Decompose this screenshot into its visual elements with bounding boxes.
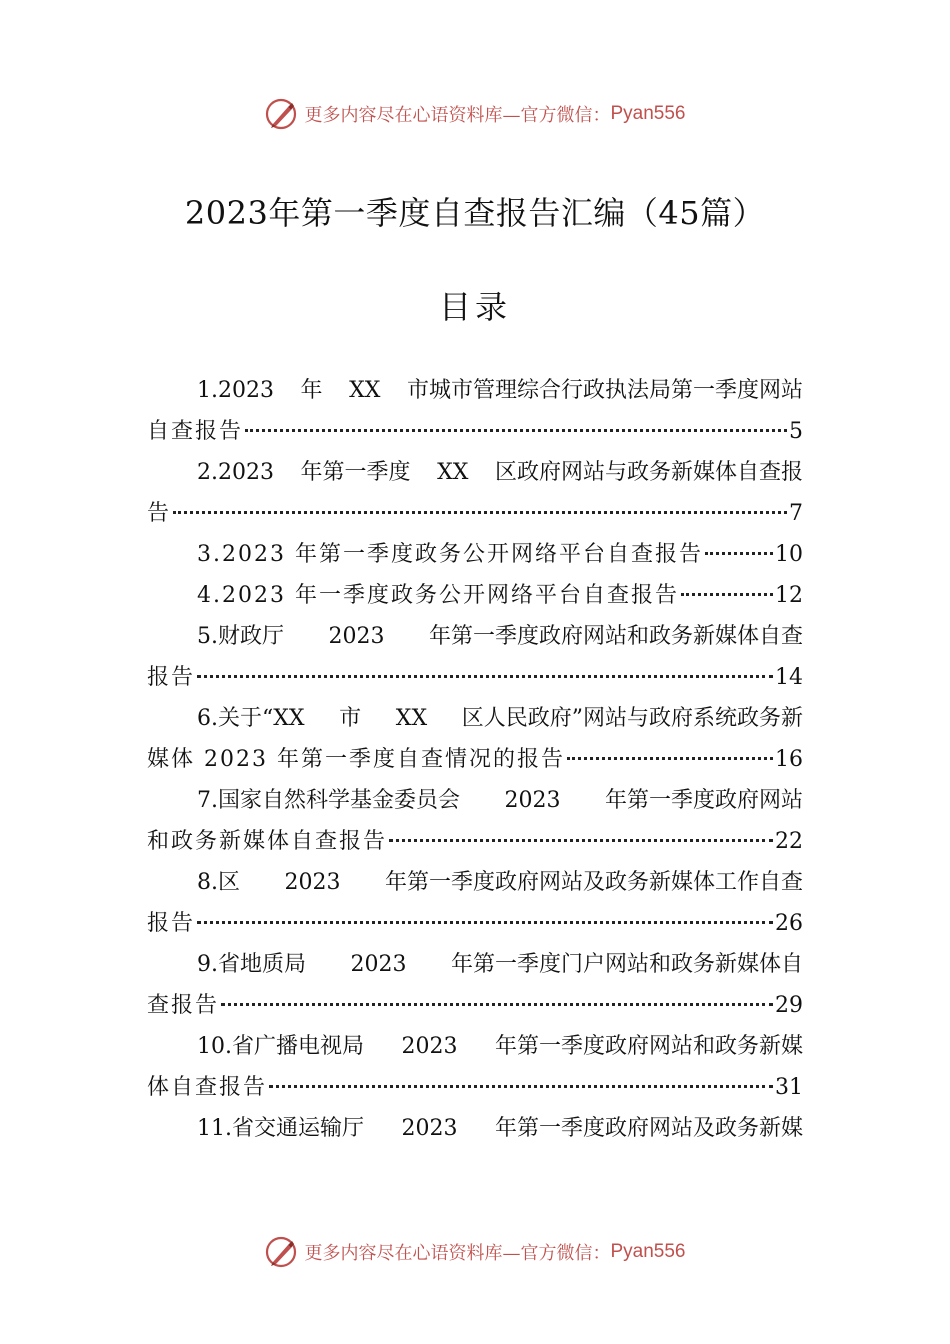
page-number: 12 bbox=[775, 583, 803, 608]
wechat-id: Pyan556 bbox=[610, 103, 686, 124]
watermark-text: 更多内容尽在心语资料库—官方微信： bbox=[304, 105, 611, 126]
toc-entry-11-line1[interactable]: 11.省交通运输厅 2023 年第一季度政府网站及政务新媒 bbox=[197, 1116, 803, 1141]
toc-entry-1-line2[interactable]: 自查报告 5 bbox=[147, 411, 803, 452]
page-number: 26 bbox=[775, 911, 803, 936]
page-number: 10 bbox=[775, 542, 803, 567]
dot-leader bbox=[705, 552, 773, 555]
toc-entry-3[interactable]: 3.2023 年第一季度政务公开网络平台自查报告 10 bbox=[147, 534, 803, 575]
toc-entry-4[interactable]: 4.2023 年一季度政务公开网络平台自查报告 12 bbox=[147, 575, 803, 616]
table-of-contents bbox=[147, 370, 803, 1149]
toc-entry-9-line1[interactable]: 9.省地质局 2023 年第一季度门户网站和政务新媒体自 bbox=[197, 952, 803, 977]
toc-entry-8-line2[interactable]: 报告 26 bbox=[147, 903, 803, 944]
toc-entry-2-line1[interactable]: 2.2023 年第一季度 XX 区政府网站与政务新媒体自查报 bbox=[197, 460, 803, 485]
toc-entry-7-line2[interactable]: 和政务新媒体自查报告 22 bbox=[147, 821, 803, 862]
dot-leader bbox=[389, 839, 773, 842]
page-number: 5 bbox=[789, 419, 803, 444]
dot-leader bbox=[269, 1085, 773, 1088]
dot-leader bbox=[197, 921, 773, 924]
toc-entry-2-line2[interactable]: 告 7 bbox=[147, 493, 803, 534]
toc-heading: 目录 bbox=[438, 288, 511, 326]
dot-leader bbox=[245, 429, 787, 432]
header-watermark bbox=[0, 94, 950, 134]
toc-entry-1-line1[interactable]: 1.2023 年 XX 市城市管理综合行政执法局第一季度网站 bbox=[197, 378, 803, 403]
toc-entry-9-line2[interactable]: 查报告 29 bbox=[147, 985, 803, 1026]
toc-entry-5-line1[interactable]: 5.财政厅 2023 年第一季度政府网站和政务新媒体自查 bbox=[197, 624, 803, 649]
dot-leader bbox=[221, 1003, 773, 1006]
toc-entry-10-line1[interactable]: 10.省广播电视局 2023 年第一季度政府网站和政务新媒 bbox=[197, 1034, 803, 1059]
page-number: 14 bbox=[775, 665, 803, 690]
dot-leader bbox=[681, 593, 773, 596]
dot-leader bbox=[197, 675, 773, 678]
toc-entry-6-line1[interactable]: 6.关于“XX 市 XX 区人民政府”网站与政府系统政务新 bbox=[197, 706, 803, 731]
pen-logo-icon bbox=[264, 1235, 298, 1269]
document-title: 2023年第一季度自查报告汇编（45篇） bbox=[184, 194, 766, 232]
toc-entry-5-line2[interactable]: 报告 14 bbox=[147, 657, 803, 698]
toc-entry-6-line2[interactable]: 媒体 2023 年第一季度自查情况的报告 16 bbox=[147, 739, 803, 780]
wechat-id: Pyan556 bbox=[610, 1241, 686, 1262]
toc-entry-10-line2[interactable]: 体自查报告 31 bbox=[147, 1067, 803, 1108]
page-number: 31 bbox=[775, 1075, 803, 1100]
toc-entry-7-line1[interactable]: 7.国家自然科学基金委员会 2023 年第一季度政府网站 bbox=[197, 788, 803, 813]
page-number: 16 bbox=[775, 747, 803, 772]
page-number: 29 bbox=[775, 993, 803, 1018]
footer-watermark bbox=[0, 1232, 950, 1272]
toc-entry-8-line1[interactable]: 8.区 2023 年第一季度政府网站及政务新媒体工作自查 bbox=[197, 870, 803, 895]
watermark-text: 更多内容尽在心语资料库—官方微信： bbox=[304, 1243, 611, 1264]
page-number: 22 bbox=[775, 829, 803, 854]
page-number: 7 bbox=[789, 501, 803, 526]
dot-leader bbox=[173, 511, 787, 514]
pen-logo-icon bbox=[264, 97, 298, 131]
dot-leader bbox=[567, 757, 773, 760]
